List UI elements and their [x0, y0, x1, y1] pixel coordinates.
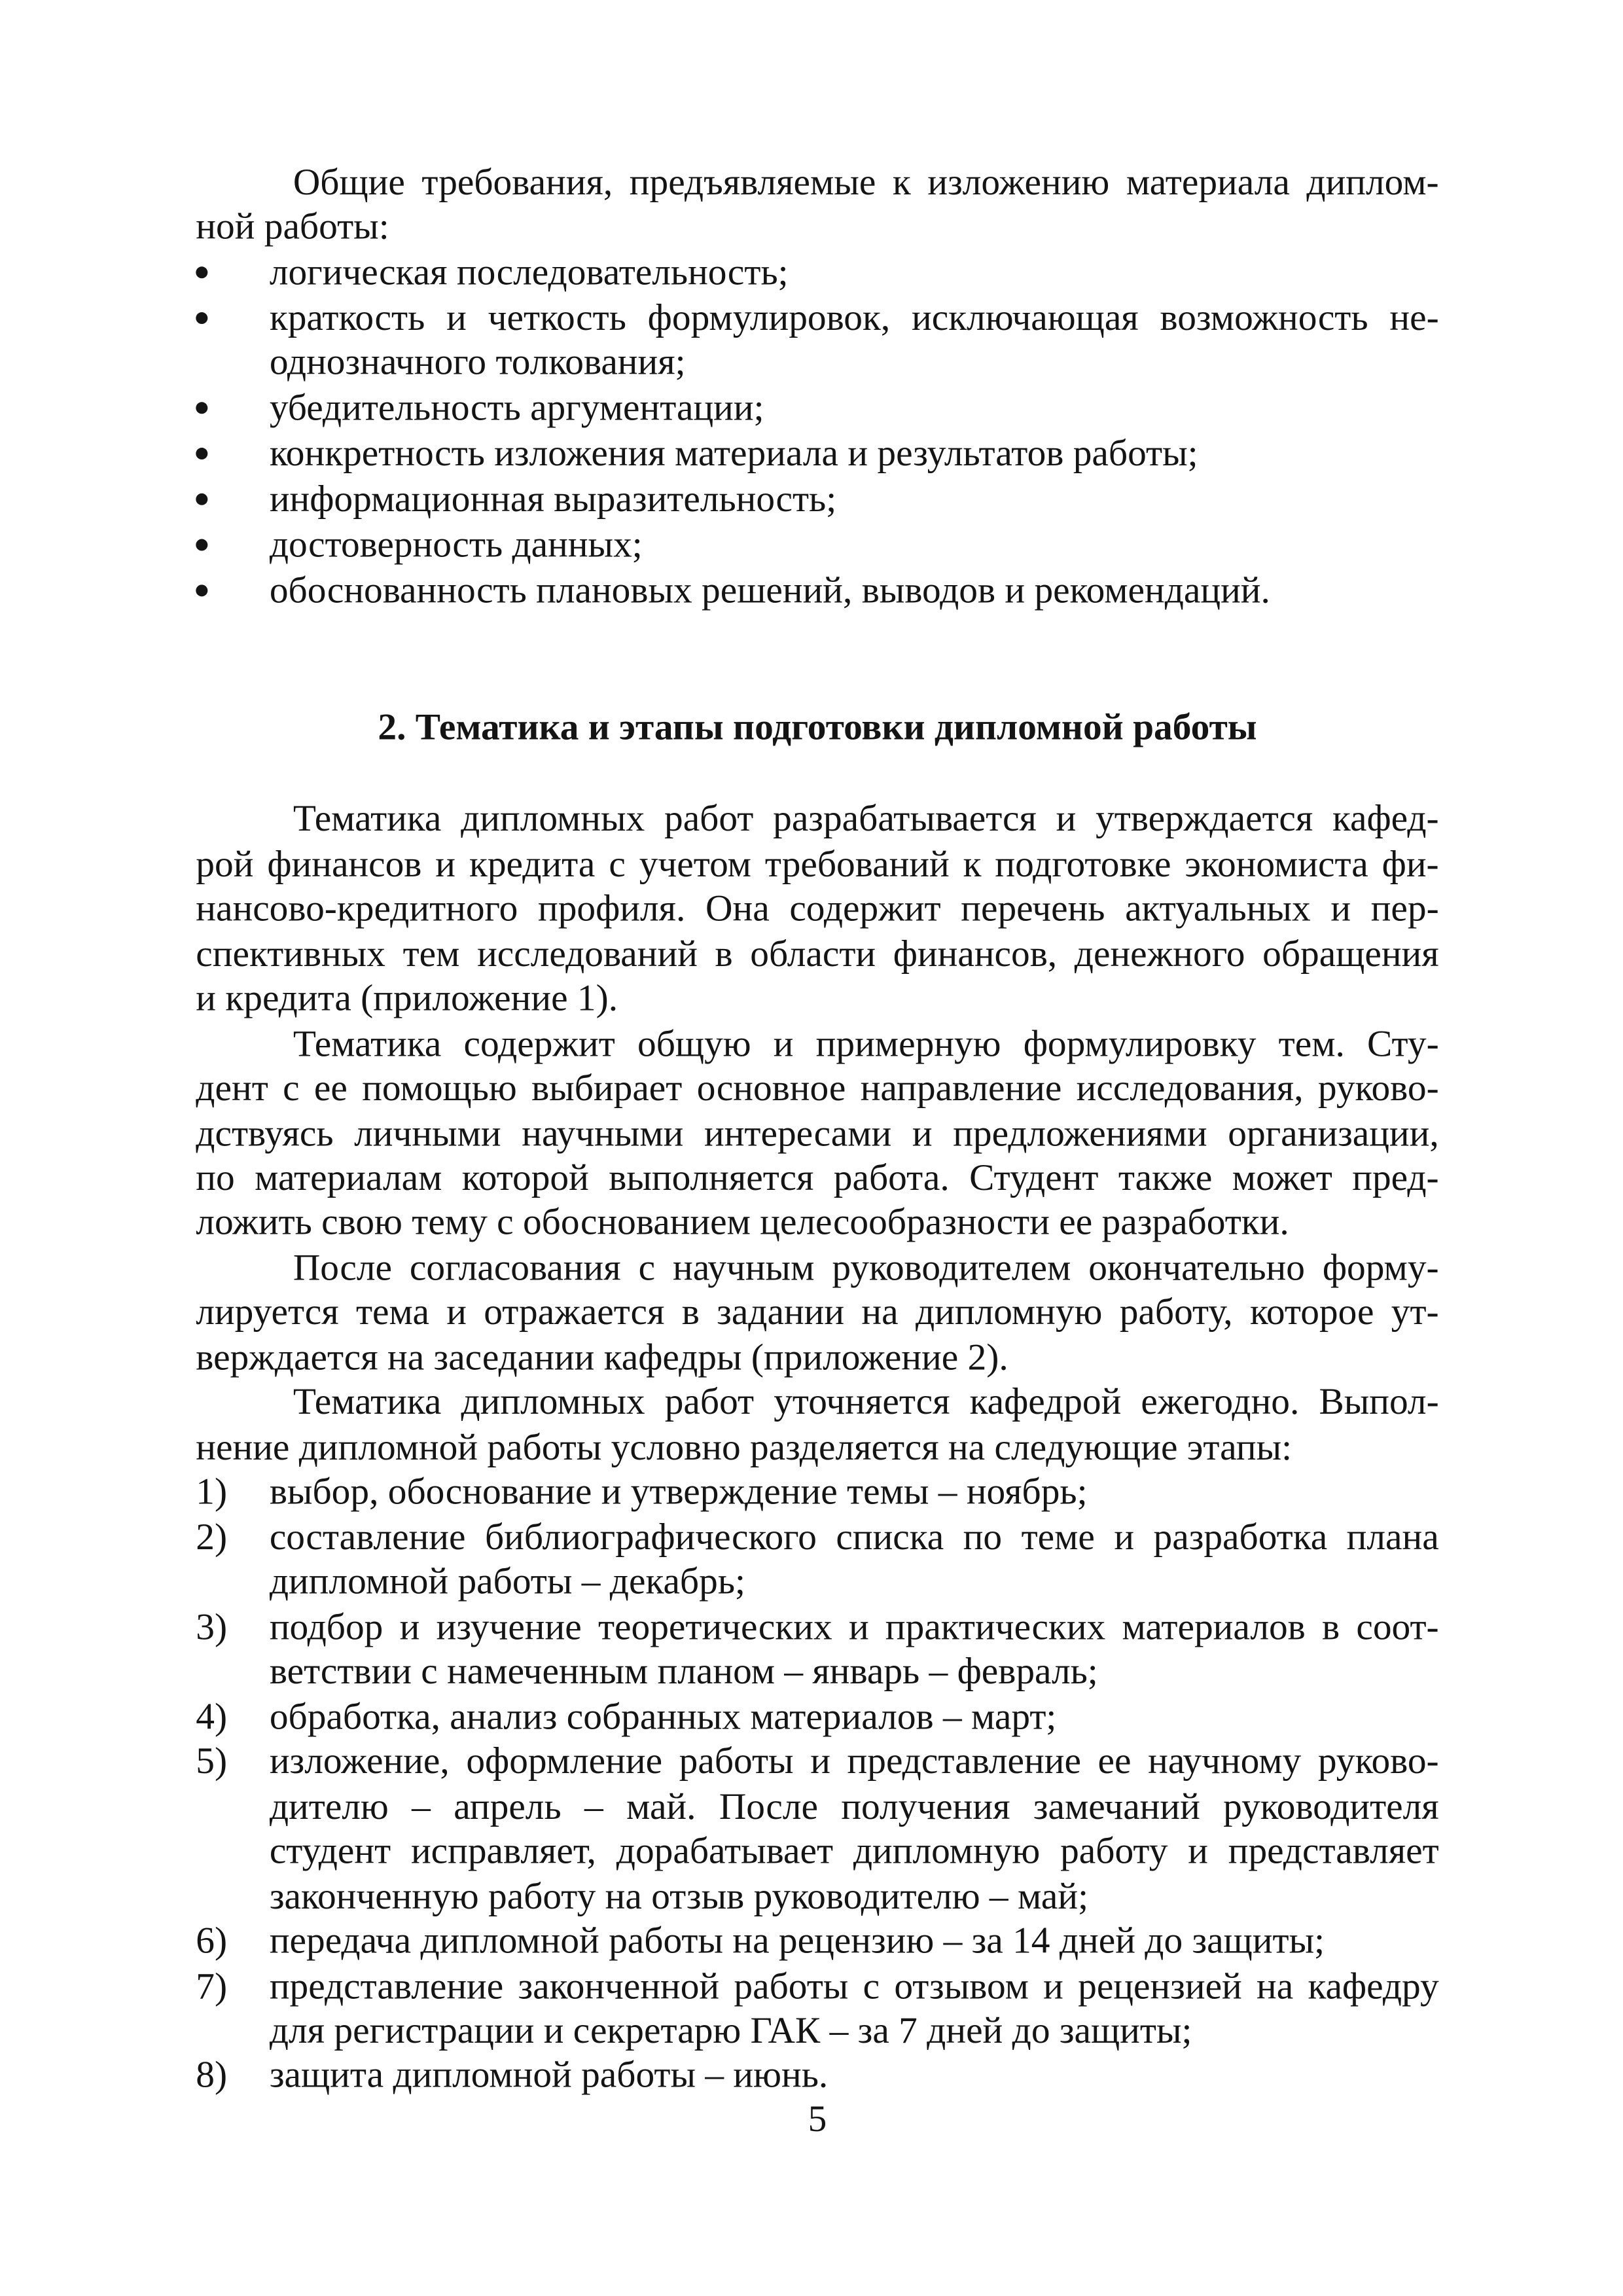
- paragraph-line: рой финансов и кредита с учетом требований к подготовке экономиста фи-: [196, 842, 1439, 886]
- bullet-icon: [196, 402, 207, 414]
- paragraph-line: дент с ее помощью выбирает основное направление исследования, руково-: [196, 1066, 1439, 1109]
- paragraph-line: спективных тем исследований в области финансов, денежного обращения: [196, 932, 1439, 975]
- list-item: убедительность аргументации;: [269, 386, 764, 429]
- list-item: обработка, анализ собранных материалов – март;: [269, 1695, 1057, 1738]
- list-item: краткость и четкость формулировок, исключающая возможность не-: [269, 296, 1439, 339]
- list-item-continuation: студент исправляет, дорабатывает дипломную работу и представляет: [269, 1829, 1439, 1872]
- paragraph-line: ложить свою тему с обоснованием целесообразности ее разработки.: [196, 1200, 1289, 1244]
- paragraph-line: нансово-кредитного профиля. Она содержит перечень актуальных и пер-: [196, 886, 1439, 929]
- list-item: информационная выразительность;: [269, 477, 837, 520]
- list-item-continuation: однозначного толкования;: [269, 340, 686, 384]
- list-item: достоверность данных;: [269, 522, 643, 566]
- bullet-icon: [196, 312, 207, 324]
- list-number: 8): [196, 2053, 228, 2096]
- list-item: изложение, оформление работы и представление ее научному руково-: [269, 1739, 1439, 1782]
- list-number: 1): [196, 1469, 228, 1513]
- list-item-continuation: дипломной работы – декабрь;: [269, 1559, 745, 1603]
- list-item: представление законченной работы с отзывом и рецензией на кафедру: [269, 1964, 1439, 2007]
- bullet-icon: [196, 584, 207, 596]
- bullet-icon: [196, 539, 207, 551]
- paragraph-line: нение дипломной работы условно разделяется на следующие этапы:: [196, 1426, 1293, 1469]
- list-number: 6): [196, 1918, 228, 1962]
- list-item: конкретность изложения материала и результатов работы;: [269, 431, 1198, 475]
- paragraph-line: верждается на заседании кафедры (приложение 2).: [196, 1335, 1008, 1379]
- list-item: передача дипломной работы на рецензию – за 14 дней до защиты;: [269, 1918, 1325, 1962]
- list-item: выбор, обоснование и утверждение темы – ноябрь;: [269, 1469, 1088, 1513]
- intro-line-1: Общие требования, предъявляемые к изложению материала диплом-: [293, 160, 1439, 204]
- bullet-icon: [196, 493, 207, 505]
- page-number: 5: [808, 2097, 827, 2140]
- paragraph-line: После согласования с научным руководителем окончательно форму-: [293, 1246, 1439, 1289]
- list-item-continuation: законченную работу на отзыв руководителю – май;: [269, 1874, 1089, 1918]
- list-number: 5): [196, 1739, 228, 1782]
- list-item-continuation: дителю – апрель – май. После получения замечаний руководителя: [269, 1785, 1439, 1828]
- list-item: составление библиографического списка по теме и разработка плана: [269, 1515, 1439, 1558]
- bullet-icon: [196, 448, 207, 459]
- paragraph-line: Тематика дипломных работ уточняется кафедрой ежегодно. Выпол-: [293, 1380, 1439, 1423]
- paragraph-line: и кредита (приложение 1).: [196, 976, 618, 1020]
- intro-line-2: ной работы:: [196, 204, 389, 248]
- paragraph-line: Тематика содержит общую и примерную формулировку тем. Сту-: [293, 1022, 1439, 1065]
- section-heading: 2. Тематика и этапы подготовки дипломной работы: [378, 705, 1257, 749]
- list-number: 4): [196, 1695, 228, 1738]
- paragraph-line: лируется тема и отражается в задании на дипломную работу, которое ут-: [196, 1290, 1439, 1333]
- paragraph-line: по материалам которой выполняется работа. Студент также может пред-: [196, 1156, 1439, 1199]
- list-item-continuation: ветствии с намеченным планом – январь – февраль;: [269, 1649, 1098, 1693]
- paragraph-line: Тематика дипломных работ разрабатывается и утверждается кафед-: [293, 797, 1439, 840]
- paragraph-line: дствуясь личными научными интересами и предложениями организации,: [196, 1111, 1439, 1155]
- list-number: 7): [196, 1964, 228, 2007]
- list-number: 3): [196, 1605, 228, 1648]
- list-item: подбор и изучение теоретических и практических материалов в соот-: [269, 1605, 1439, 1648]
- list-item: обоснованность плановых решений, выводов и рекомендаций.: [269, 568, 1270, 611]
- list-item: защита дипломной работы – июнь.: [269, 2053, 829, 2096]
- list-item: логическая последовательность;: [269, 250, 789, 293]
- list-number: 2): [196, 1515, 228, 1558]
- bullet-icon: [196, 266, 207, 278]
- list-item-continuation: для регистрации и секретарю ГАК – за 7 дней до защиты;: [269, 2009, 1192, 2052]
